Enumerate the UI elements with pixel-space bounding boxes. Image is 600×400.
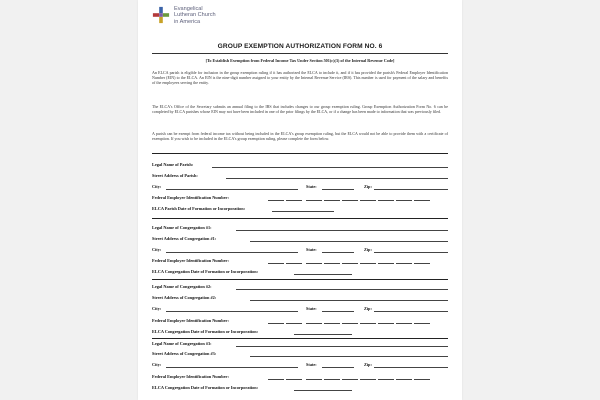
parish-ein-row: [152, 195, 448, 201]
city-field[interactable]: [166, 184, 298, 190]
ein-part-field[interactable]: [286, 318, 302, 324]
field-label: Street Address of Congregation #1:: [152, 236, 217, 241]
ein-part-field[interactable]: [306, 374, 322, 380]
field-label: Federal Employer Identification Number:: [152, 374, 229, 379]
ein-part-field[interactable]: [268, 258, 284, 264]
ein-part-field[interactable]: [306, 195, 322, 201]
congregation-city-row: [152, 306, 448, 312]
parish-address-field[interactable]: [226, 173, 448, 179]
ein-part-field[interactable]: [396, 374, 412, 380]
field-label: Street Address of Congregation #2:: [152, 295, 217, 300]
ein-part-field[interactable]: [378, 195, 394, 201]
congregation-city-row: [152, 362, 448, 368]
congregation-ein-row: [152, 374, 448, 380]
logo-line: in America: [174, 18, 201, 25]
field-label: Legal Name of Congregation #2:: [152, 284, 212, 289]
formation-date-field[interactable]: [294, 385, 352, 391]
ein-part-field[interactable]: [324, 318, 340, 324]
zip-field[interactable]: [374, 247, 448, 253]
ein-part-field[interactable]: [414, 374, 430, 380]
ein-part-field[interactable]: [306, 318, 322, 324]
ein-part-field[interactable]: [286, 258, 302, 264]
parish-city-row: [152, 184, 448, 190]
zip-field[interactable]: [374, 306, 448, 312]
field-label: State:: [306, 362, 317, 367]
ein-part-field[interactable]: [342, 258, 358, 264]
title-divider: [152, 53, 448, 54]
ein-part-field[interactable]: [268, 195, 284, 201]
parish-address-row: [152, 173, 448, 179]
elca-logo: [152, 6, 216, 25]
field-label: Legal Name of Parish:: [152, 162, 194, 167]
cross-icon: [152, 6, 170, 24]
field-label: Street Address of Congregation #3:: [152, 351, 217, 356]
state-field[interactable]: [322, 247, 354, 253]
congregation-address-field[interactable]: [250, 236, 448, 242]
ein-part-field[interactable]: [286, 195, 302, 201]
ein-part-field[interactable]: [324, 195, 340, 201]
field-label: Zip:: [364, 362, 372, 367]
field-label: Federal Employer Identification Number:: [152, 318, 229, 323]
form-page: [138, 0, 462, 400]
logo-line: Evangelical: [174, 6, 203, 12]
city-field[interactable]: [166, 362, 298, 368]
ein-part-field[interactable]: [286, 374, 302, 380]
ein-part-field[interactable]: [360, 374, 376, 380]
ein-part-field[interactable]: [306, 258, 322, 264]
congregation-date-row: [152, 385, 448, 391]
ein-part-field[interactable]: [342, 318, 358, 324]
ein-part-field[interactable]: [396, 195, 412, 201]
field-label: ELCA Congregation Date of Formation or Incorporation:: [152, 269, 259, 274]
formation-date-field[interactable]: [294, 269, 352, 275]
field-label: Federal Employer Identification Number:: [152, 195, 229, 200]
ein-part-field[interactable]: [324, 258, 340, 264]
field-label: City:: [152, 247, 162, 252]
logo-line: Lutheran Church: [174, 12, 216, 19]
ein-part-field[interactable]: [360, 258, 376, 264]
ein-part-field[interactable]: [342, 374, 358, 380]
section-divider: [152, 153, 448, 154]
filing-paragraph: The ELCA's Office of the Secretary submits an annual filing to the IRS that includes changes to our group exemption ruling. Group Exemption Authorization Form No. 6 can be completed by ELCA parishes whose EIN may not have been included in one of the prior filings by the ELCA, or if a change has been made to information that was previously filed.: [152, 104, 448, 115]
field-label: Street Address of Parish:: [152, 173, 198, 178]
field-label: Zip:: [364, 306, 372, 311]
ein-part-field[interactable]: [360, 318, 376, 324]
field-label: City:: [152, 362, 162, 367]
field-label: City:: [152, 184, 162, 189]
ein-part-field[interactable]: [378, 258, 394, 264]
congregation-ein-row: [152, 258, 448, 264]
congregation-address-row: [152, 351, 448, 357]
ein-part-field[interactable]: [414, 318, 430, 324]
section-divider: [152, 218, 448, 219]
ein-part-field[interactable]: [414, 258, 430, 264]
ein-part-field[interactable]: [414, 195, 430, 201]
congregation-address-row: [152, 236, 448, 242]
ein-part-field[interactable]: [360, 195, 376, 201]
form-title: GROUP EXEMPTION AUTHORIZATION FORM NO. 6: [217, 43, 383, 50]
section-divider: [152, 279, 448, 280]
parish-name-field[interactable]: [212, 162, 448, 168]
congregation-name-field[interactable]: [236, 225, 448, 231]
ein-part-field[interactable]: [378, 318, 394, 324]
ein-part-field[interactable]: [396, 258, 412, 264]
city-field[interactable]: [166, 247, 298, 253]
field-label: ELCA Congregation Date of Formation or Incorporation:: [152, 385, 259, 390]
field-label: State:: [306, 247, 317, 252]
state-field[interactable]: [322, 306, 354, 312]
city-field[interactable]: [166, 306, 298, 312]
ein-part-field[interactable]: [324, 374, 340, 380]
field-label: Zip:: [364, 247, 372, 252]
field-label: Federal Employer Identification Number:: [152, 258, 229, 263]
parish-name-row: [152, 162, 448, 168]
field-label: ELCA Parish Date of Formation or Incorporation:: [152, 206, 246, 211]
congregation-address-field[interactable]: [250, 295, 448, 301]
field-label: State:: [306, 306, 317, 311]
state-field[interactable]: [322, 362, 354, 368]
zip-field[interactable]: [374, 184, 448, 190]
intro-paragraph: An ELCA parish is eligible for inclusion in the group exemption ruling if it has authorized the ELCA to include it, and if it has provided the parish's Federal Employer Identification Number (EIN) to the ELCA. An EIN is the nine-digit number assigned to your entity by the Internal Revenue Service (IRS). This number is used for payment of the salary and benefits of the employees serving the entity.: [152, 70, 448, 86]
formation-date-field[interactable]: [272, 206, 334, 212]
field-label: Zip:: [364, 184, 372, 189]
congregation-city-row: [152, 247, 448, 253]
congregation-name-row: [152, 341, 448, 347]
congregation-name-row: [152, 225, 448, 231]
congregation-date-row: [152, 329, 448, 335]
ein-part-field[interactable]: [268, 318, 284, 324]
parish-date-row: [152, 206, 448, 212]
form-subtitle: [To Establish Exemption from Federal Income Tax Under Section 501(c)(3) of the Internal Revenue Code]: [205, 58, 395, 63]
congregation-name-row: [152, 284, 448, 290]
field-label: Legal Name of Congregation #3:: [152, 341, 212, 346]
state-field[interactable]: [322, 184, 354, 190]
congregation-name-field[interactable]: [236, 341, 448, 347]
field-label: Legal Name of Congregation #1:: [152, 225, 212, 230]
field-label: State:: [306, 184, 317, 189]
formation-date-field[interactable]: [294, 329, 352, 335]
zip-field[interactable]: [374, 362, 448, 368]
congregation-name-field[interactable]: [236, 284, 448, 290]
ein-part-field[interactable]: [342, 195, 358, 201]
congregation-address-field[interactable]: [250, 351, 448, 357]
ein-part-field[interactable]: [268, 374, 284, 380]
logo-wordmark: [174, 6, 216, 25]
section-divider: [152, 338, 448, 339]
ein-part-field[interactable]: [378, 374, 394, 380]
ein-part-field[interactable]: [396, 318, 412, 324]
congregation-address-row: [152, 295, 448, 301]
congregation-ein-row: [152, 318, 448, 324]
congregation-date-row: [152, 269, 448, 275]
field-label: ELCA Congregation Date of Formation or Incorporation:: [152, 329, 259, 334]
field-label: City:: [152, 306, 162, 311]
exemption-paragraph: A parish can be exempt from federal income tax without being included in the ELCA's group exemption ruling, but the ELCA would not be able to provide them with a certificate of exemption. If you wish to be included in the ELCA's group exemption ruling, please complete the form below.: [152, 131, 448, 142]
